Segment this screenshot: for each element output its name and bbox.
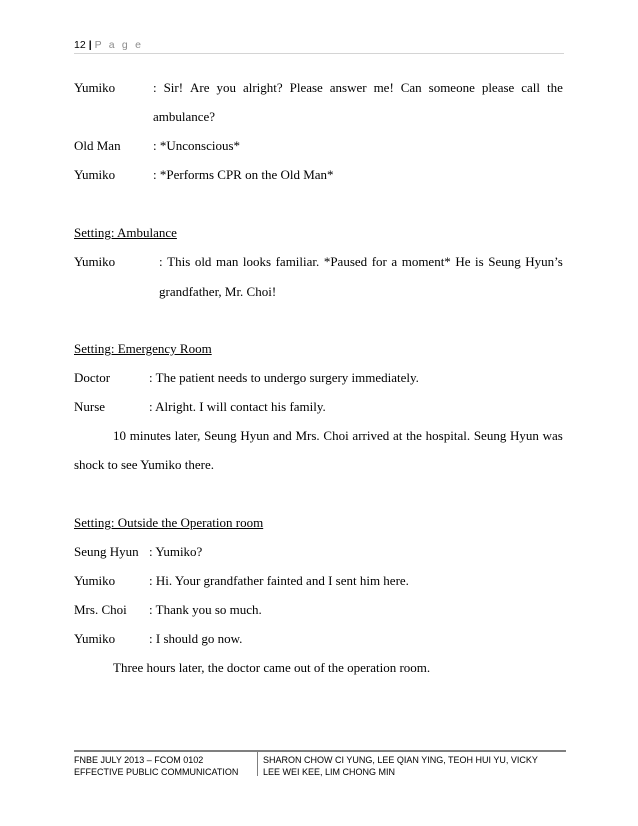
speaker-label: Seung Hyun [74, 544, 139, 559]
word: please [481, 80, 515, 95]
word: the [546, 80, 563, 95]
word: hospital. [425, 428, 471, 443]
word: answer [329, 80, 367, 95]
word: Are [190, 80, 210, 95]
word: and [272, 428, 292, 443]
word: me! [373, 80, 394, 95]
word: arrived [352, 428, 390, 443]
word: : [159, 254, 163, 269]
page-label: P a g e [94, 39, 144, 51]
footer-divider [257, 752, 258, 776]
footer-authors-line1: SHARON CHOW CI YUNG, LEE QIAN YING, TEOH HUI YU, VICKY [263, 755, 538, 765]
word: Hyun [240, 428, 270, 443]
dialogue-text: : Thank you so much. [149, 602, 262, 617]
word: at [392, 428, 403, 443]
speaker-label: Yumiko [74, 631, 116, 646]
word: Can [400, 80, 422, 95]
setting-heading: Setting: Outside the Operation room [74, 515, 264, 530]
word: the [406, 428, 422, 443]
word: He [455, 254, 471, 269]
word: later, [174, 428, 201, 443]
word: Choi [323, 428, 349, 443]
word: you [216, 80, 236, 95]
dialogue-line [159, 255, 563, 268]
word: Sir! [163, 80, 184, 95]
word: man [215, 254, 239, 269]
footer-rule [74, 750, 566, 752]
word: old [194, 254, 212, 269]
dialogue-text: : I should go now. [149, 631, 243, 646]
word: looks [242, 254, 272, 269]
speaker-label: Yumiko [74, 80, 116, 95]
speaker-label: Doctor [74, 370, 111, 385]
header-rule [74, 53, 564, 54]
dialogue-text [153, 81, 563, 94]
narration-text: Three hours later, the doctor came out of the operation room. [113, 660, 431, 675]
word: Mrs. [295, 428, 320, 443]
setting-heading: Setting: Ambulance [74, 225, 177, 240]
word: moment* [401, 254, 451, 269]
word: was [542, 428, 563, 443]
footer-course-title: EFFECTIVE PUBLIC COMMUNICATION [74, 767, 239, 777]
narration-text [113, 429, 563, 442]
word: familiar. [275, 254, 320, 269]
page-header [74, 39, 143, 51]
dialogue-text: : *Performs CPR on the Old Man* [153, 167, 334, 182]
word: call [521, 80, 541, 95]
speaker-label: Old Man [74, 138, 121, 153]
page-number: 12 [74, 39, 86, 51]
word: someone [428, 80, 475, 95]
word: for [371, 254, 387, 269]
word: : [153, 80, 157, 95]
speaker-label: Mrs. Choi [74, 602, 127, 617]
dialogue-line [153, 81, 563, 94]
narration-line [113, 429, 563, 442]
setting-heading: Setting: Emergency Room [74, 341, 212, 356]
word: This [167, 254, 191, 269]
word: 10 [113, 428, 126, 443]
word: minutes [129, 428, 171, 443]
dialogue-text [159, 255, 563, 268]
dialogue-text: : *Unconscious* [153, 138, 241, 153]
header-separator: | [88, 39, 92, 51]
narration-continuation: shock to see Yumiko there. [74, 457, 214, 472]
word: Please [289, 80, 323, 95]
footer-course-code: FNBE JULY 2013 – FCOM 0102 [74, 755, 204, 765]
speaker-label: Nurse [74, 399, 106, 414]
word: is [475, 254, 484, 269]
word: Seung [488, 254, 521, 269]
word: Hyun’s [525, 254, 563, 269]
word: a [391, 254, 398, 269]
dialogue-text: : Yumiko? [149, 544, 203, 559]
word: Hyun [510, 428, 539, 443]
speaker-label: Yumiko [74, 254, 116, 269]
footer-authors-line2: LEE WEI KEE, LIM CHONG MIN [263, 767, 396, 777]
dialogue-text: : Alright. I will contact his family. [149, 399, 326, 414]
speaker-label: Yumiko [74, 167, 116, 182]
dialogue-continuation: ambulance? [153, 109, 216, 124]
dialogue-continuation: grandfather, Mr. Choi! [159, 284, 277, 299]
speaker-label: Yumiko [74, 573, 116, 588]
dialogue-text: : The patient needs to undergo surgery immediately. [149, 370, 419, 385]
dialogue-text: : Hi. Your grandfather fainted and I sent him here. [149, 573, 409, 588]
word: *Paused [323, 254, 368, 269]
word: Seung [204, 428, 237, 443]
word: Seung [473, 428, 507, 443]
word: alright? [242, 80, 283, 95]
